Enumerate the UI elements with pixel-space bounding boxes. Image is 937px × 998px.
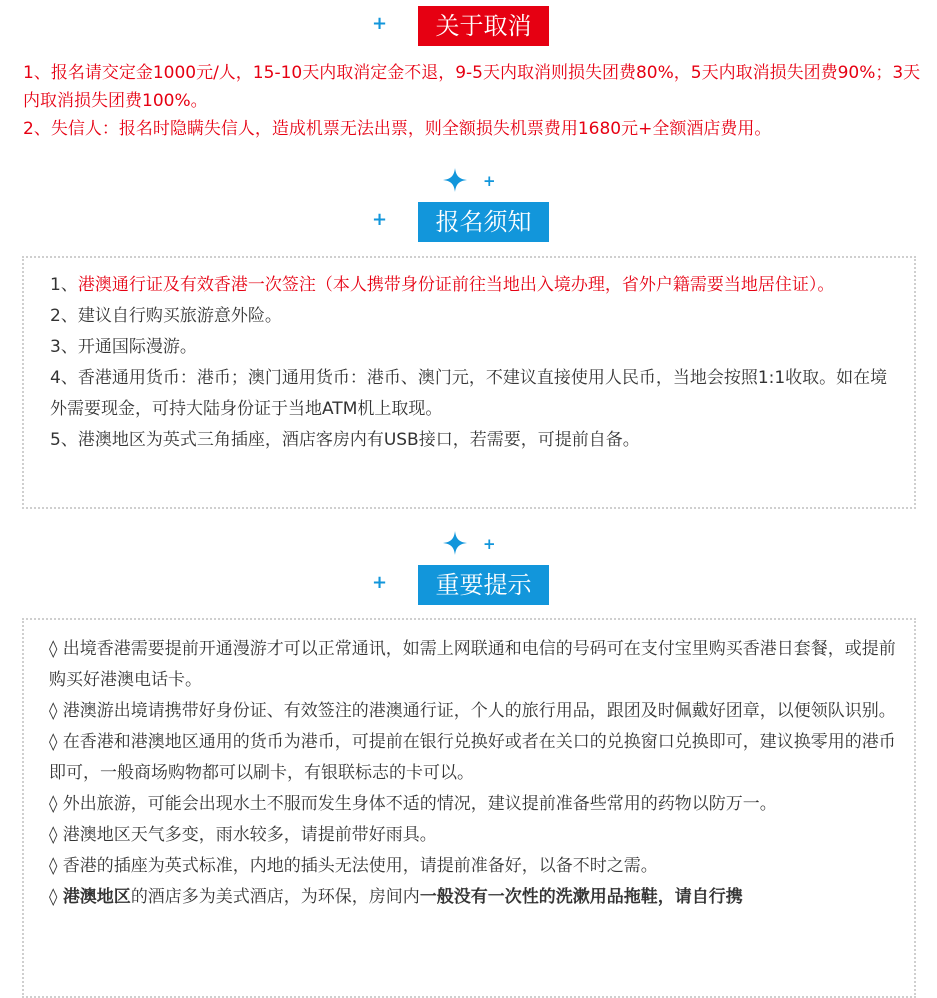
plus-icon: +: [483, 535, 496, 553]
cancel-section-header: [0, 6, 937, 46]
sparkle-icon: [443, 531, 467, 555]
tip-bullet: ◊: [49, 887, 63, 907]
notice-item-2: 2、建议自行购买旅游意外险。: [50, 306, 282, 326]
tip-item: ◊ 出境香港需要提前开通漫游才可以正常通讯，如需上网联通和电信的号码可在支付宝里购买香港日套餐，或提前购买好港澳电话卡。: [49, 639, 896, 690]
notice-item-4: 4、香港通用货币：港币；澳门通用货币：港币、澳门元，不建议直接使用人民币，当地会按照1:1收取。如在境外需要现金，可持大陆身份证于当地ATM机上取现。: [50, 368, 888, 419]
tip-item: ◊ 港澳地区天气多变，雨水较多，请提前带好雨具。: [49, 825, 437, 845]
plus-icon: +: [483, 172, 496, 190]
notice-item-3: 3、开通国际漫游。: [50, 337, 197, 357]
notice-section-header: [0, 202, 937, 242]
section-divider-decoration: [0, 531, 937, 561]
plus-icon: +: [372, 572, 388, 593]
cancel-item-1: 1、报名请交定金1000元/人，15-10天内取消定金不退，9-5天内取消则损失团费80%，5天内取消损失团费90%；3天内取消损失团费100%。: [23, 63, 921, 111]
notice-item-1: [24, 270, 914, 301]
tip-bold-region: 港澳地区: [62, 887, 131, 907]
notice-item-1-text: 港澳通行证及有效香港一次签注（本人携带身份证前往当地出入境办理，省外户籍需要当地居住证）。: [77, 275, 835, 295]
tip-item-hotel: [24, 882, 914, 913]
notice-box: [22, 256, 916, 509]
tip-item: ◊ 在香港和港澳地区通用的货币为港币，可提前在银行兑换好或者在关口的兑换窗口兑换即可，建议换零用的港币即可，一般商场购物都可以刷卡，有银联标志的卡可以。: [49, 732, 896, 783]
cancel-item-2: 2、失信人：报名时隐瞒失信人，造成机票无法出票，则全额损失机票费用1680元+全额酒店费用。: [23, 119, 772, 139]
cancel-title: 关于取消: [418, 6, 549, 46]
tips-box: [22, 618, 916, 998]
tips-title: 重要提示: [418, 565, 549, 605]
cancel-policy-text: [23, 59, 923, 143]
plus-icon: +: [372, 209, 388, 230]
notice-item-5: 5、港澳地区为英式三角插座，酒店客房内有USB接口，若需要，可提前自备。: [50, 430, 640, 450]
sparkle-icon: [443, 168, 467, 192]
plus-icon: +: [372, 13, 388, 34]
tip-item: ◊ 香港的插座为英式标准，内地的插头无法使用，请提前准备好，以备不时之需。: [49, 856, 658, 876]
notice-title: 报名须知: [418, 202, 549, 242]
notice-item-1-number: 1、: [50, 275, 78, 295]
section-divider-decoration: [0, 168, 937, 198]
tip-item: ◊ 外出旅游，可能会出现水土不服而发生身体不适的情况，建议提前准备些常用的药物以防万一。: [49, 794, 777, 814]
tip-item: ◊ 港澳游出境请携带好身份证、有效签注的港澳通行证，个人的旅行用品，跟团及时佩戴好团章，以便领队识别。: [49, 701, 896, 721]
tip-bold-toiletries: 一般没有一次性的洗漱用品拖鞋，请自行携: [419, 887, 743, 907]
tip-text: 的酒店多为美式酒店，为环保，房间内: [130, 887, 420, 907]
tips-section-header: [0, 565, 937, 605]
